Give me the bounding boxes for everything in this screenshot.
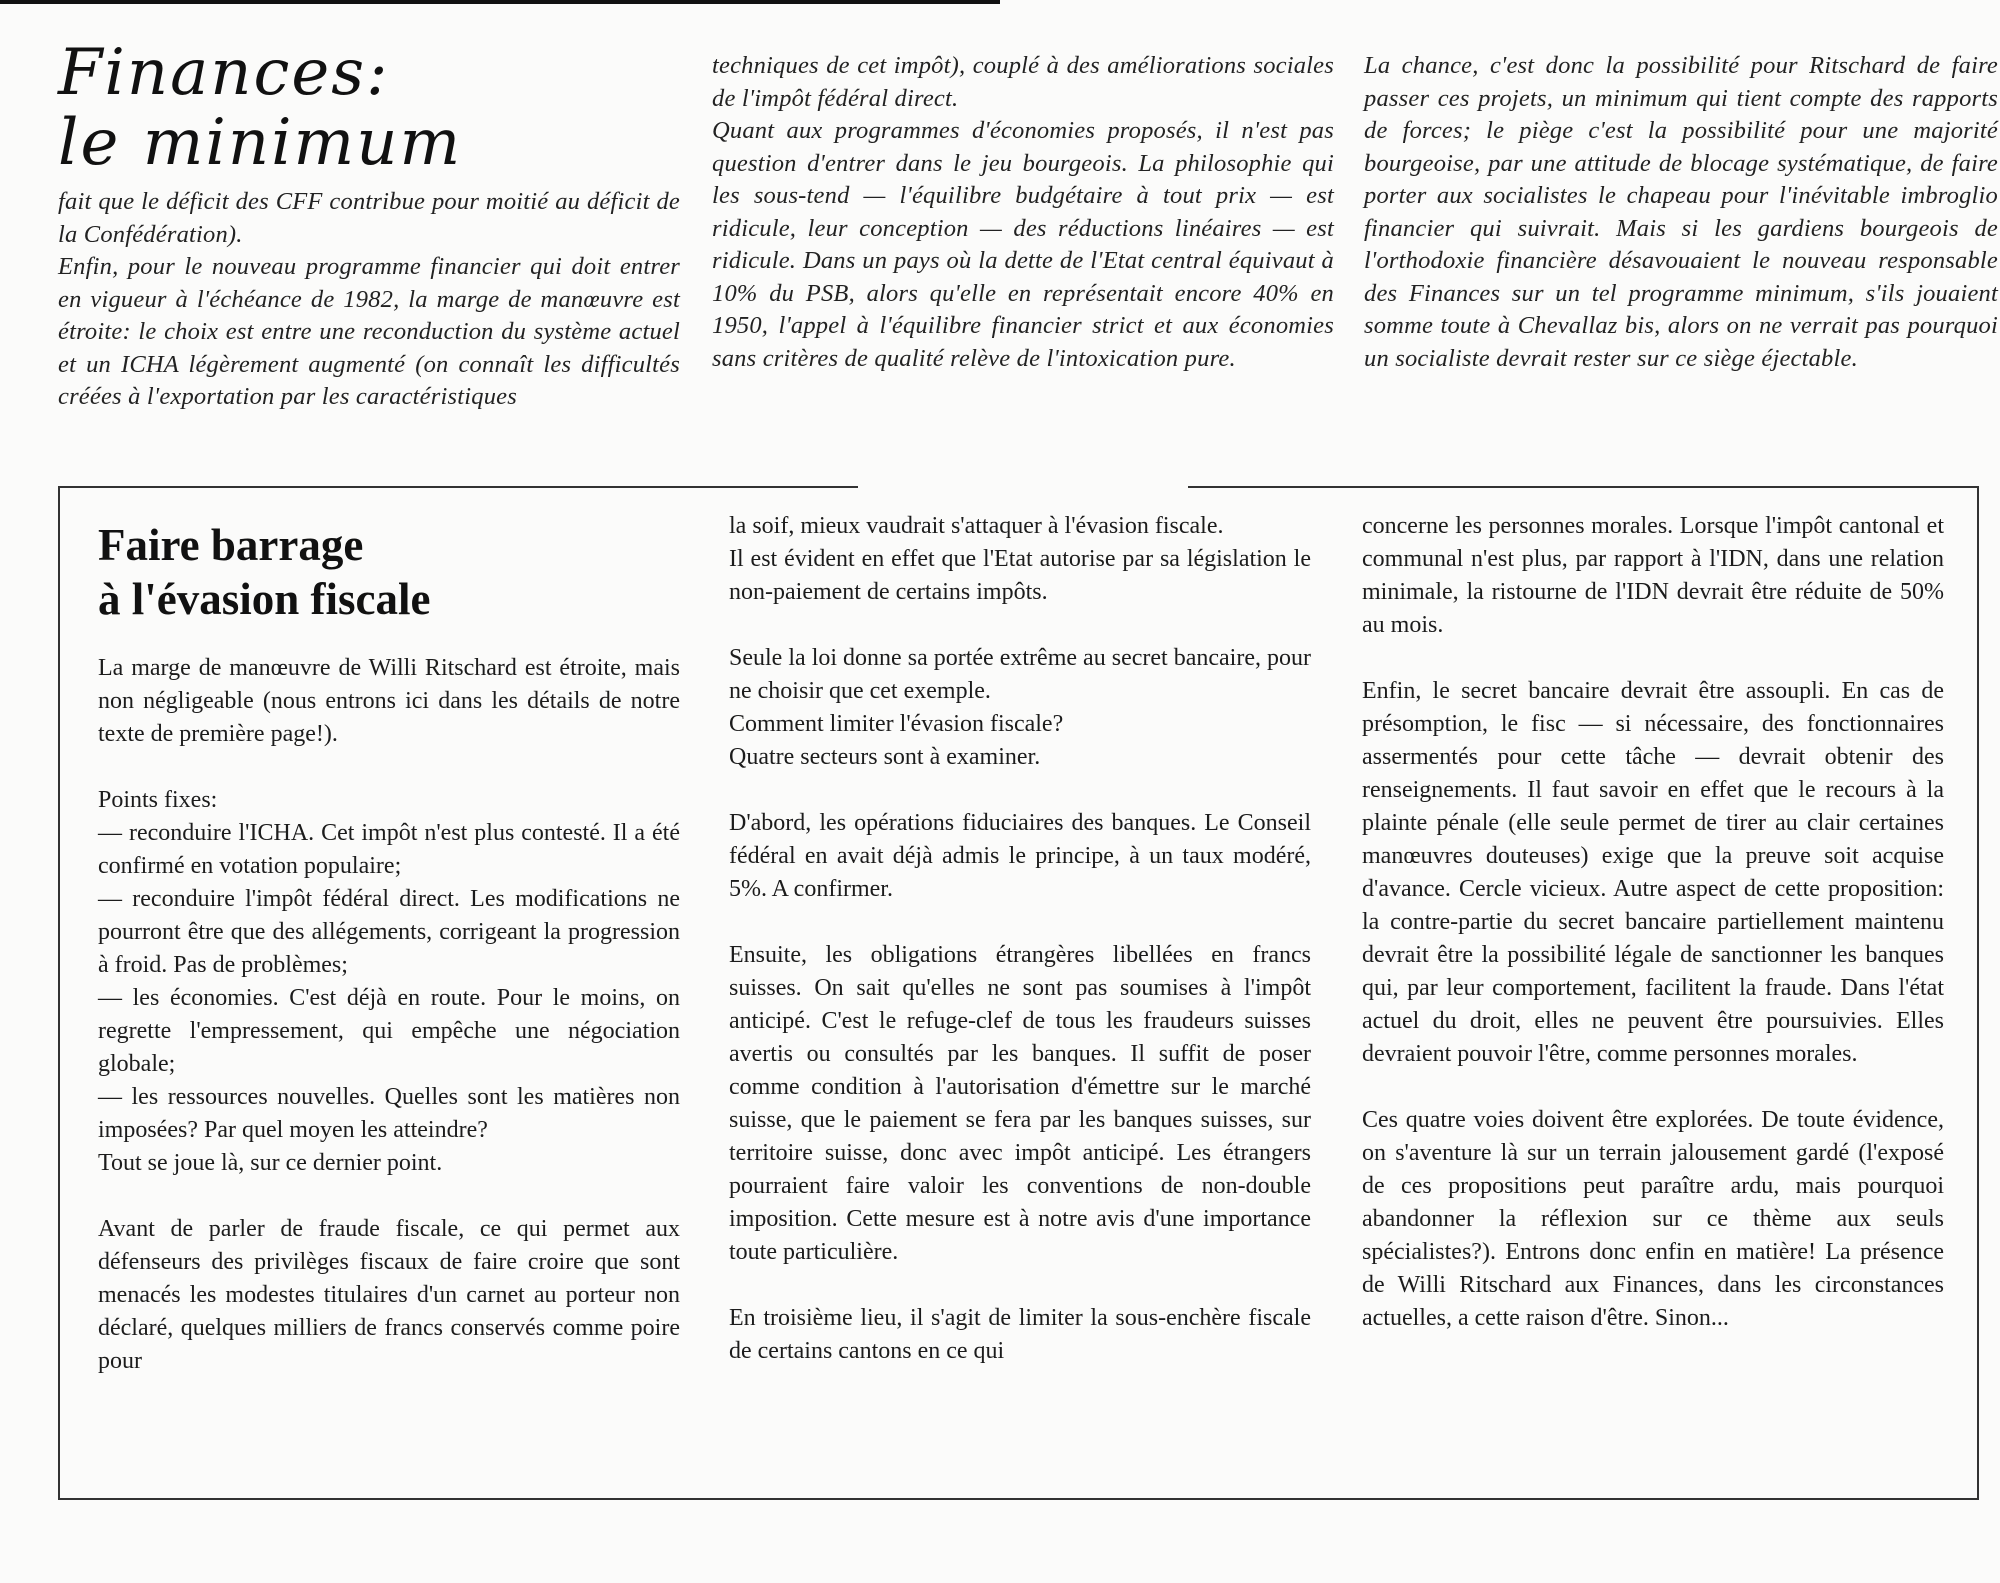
paragraph: Avant de parler de fraude fiscale, ce qui permet aux défenseurs des privilèges fiscaux de faire croire que sont menacés les modestes titulaires d'un carnet au porteur non déclaré, quelques milliers de francs conservés comme poire pour: [98, 1216, 680, 1374]
paragraph: Quant aux programmes d'économies proposés, il n'est pas question d'entrer dans le jeu bourgeois. La philosophie qui les sous-tend — l'équilibre budgétaire à tout prix — est ridicule, leur conception — des réductions linéaires — est ridicule. Dans un pays où la dette de l'Etat central équivaut à 10% du PSB, alors qu'elle en représentait encore 40% en 1950, l'appel à l'équilibre financier strict et aux économies sans critères de qualité relève de l'intoxication pure.: [712, 117, 1334, 372]
article-headline: [58, 38, 680, 178]
paragraph: concerne les personnes morales. Lorsque l'impôt cantonal et communal n'est plus, par rapport à l'IDN, dans une relation minimale, la ristourne de l'IDN devrait être réduite de 50% au mois.: [1362, 513, 1944, 638]
top-article: [58, 36, 1998, 458]
headline-line-2: le minimum: [58, 106, 463, 180]
paragraph: Comment limiter l'évasion fiscale?: [729, 711, 1064, 737]
headline-line-1: Finances:: [58, 36, 390, 110]
box-border-gap: [858, 480, 1188, 490]
paragraph: Quatre secteurs sont à examiner.: [729, 744, 1041, 770]
paragraph: — les ressources nouvelles. Quelles sont les matières non imposées? Par quel moyen les atteindre?: [98, 1084, 680, 1143]
paragraph: Il est évident en effet que l'Etat autorise par sa législation le non-paiement de certains impôts.: [729, 546, 1311, 605]
paragraph: la soif, mieux vaudrait s'attaquer à l'évasion fiscale.: [729, 513, 1224, 539]
paragraph: Ces quatre voies doivent être explorées. De toute évidence, on s'aventure là sur un terrain jalousement gardé (l'exposé de ces propositions peut paraître ardu, mais pourquoi abandonner la réflexion sur ce thème aux seuls spécialistes?). Entrons donc enfin en matière! La présence de Willi Ritschard aux Finances, dans les circonstances actuelles, a cette raison d'être. Sinon...: [1362, 1107, 1944, 1331]
boxed-article-column-2: [729, 510, 1311, 1368]
paragraph: Ensuite, les obligations étrangères libellées en francs suisses. On sait qu'elles ne sont pas soumises à l'impôt anticipé. C'est le refuge-clef de tous les fraudeurs suisses avertis ou consultés par les banques. Il suffit de poser comme condition à l'autorisation d'émettre sur le marché suisse, que le paiement se fera par les banques suisses, sur territoire suisse, donc avec impôt anticipé. Les étrangers pourraient faire valoir les conventions de non-double imposition. Cette mesure est à notre avis d'une importance toute particulière.: [729, 942, 1311, 1265]
top-rule: [0, 0, 1000, 4]
column-paragraphs: [1362, 510, 1944, 1335]
top-article-column-3: [1364, 50, 1998, 375]
paragraph: techniques de cet impôt), couplé à des améliorations sociales de l'impôt fédéral direct.: [712, 52, 1334, 112]
boxed-article-column-3: [1362, 510, 1944, 1335]
top-article-column-1: [58, 38, 680, 414]
paragraph: — reconduire l'ICHA. Cet impôt n'est plus contesté. Il a été confirmé en votation populaire;: [98, 820, 680, 879]
column-paragraphs: [98, 652, 680, 1378]
title-line-1: Faire barrage: [98, 520, 364, 570]
boxed-article-column-1: [98, 518, 680, 1378]
paragraph: — les économies. C'est déjà en route. Pour le moins, on regrette l'empressement, qui empêche une négociation globale;: [98, 985, 680, 1077]
boxed-article-title: [98, 518, 680, 626]
paragraph: D'abord, les opérations fiduciaires des banques. Le Conseil fédéral en avait déjà admis le principe, à un taux modéré, 5%. A confirmer.: [729, 810, 1311, 902]
title-line-2: à l'évasion fiscale: [98, 574, 431, 624]
paragraph: Enfin, pour le nouveau programme financier qui doit entrer en vigueur à l'échéance de 1982, la marge de manœuvre est étroite: le choix est entre une reconduction du système actuel et un ICHA légèrement augmenté (on connaît les difficultés créées à l'exportation par les caractéristiques: [58, 253, 680, 410]
paragraph: — reconduire l'impôt fédéral direct. Les modifications ne pourront être que des allégements, corrigeant la progression à froid. Pas de problèmes;: [98, 886, 680, 978]
paragraph: Seule la loi donne sa portée extrême au secret bancaire, pour ne choisir que cet exemple.: [729, 645, 1311, 704]
boxed-article: [58, 486, 1979, 1500]
paragraph: Tout se joue là, sur ce dernier point.: [98, 1150, 443, 1176]
column-paragraphs: [729, 510, 1311, 1368]
paragraph: La chance, c'est donc la possibilité pour Ritschard de faire passer ces projets, un minimum qui tient compte des rapports de forces; le piège c'est la possibilité pour une majorité bourgeoise, par une attitude de blocage systématique, de faire porter aux socialistes le chapeau pour l'inévitable imbroglio financier qui suivrait. Mais si les gardiens bourgeois de l'orthodoxie financière désavouaient le nouveau responsable des Finances sur un tel programme minimum, s'ils jouaient somme toute à Chevallaz bis, alors on ne verrait pas pourquoi un socialiste devrait rester sur ce siège éjectable.: [1364, 52, 1998, 372]
paragraph: La marge de manœuvre de Willi Ritschard est étroite, mais non négligeable (nous entrons ici dans les détails de notre texte de première page!).: [98, 655, 680, 747]
paragraph: En troisième lieu, il s'agit de limiter la sous-enchère fiscale de certains cantons en ce qui: [729, 1305, 1311, 1364]
paragraph: fait que le déficit des CFF contribue pour moitié au déficit de la Confédération).: [58, 188, 680, 248]
paragraph: Points fixes:: [98, 787, 218, 813]
top-article-column-2: [712, 50, 1334, 375]
paragraph: Enfin, le secret bancaire devrait être assoupli. En cas de présomption, le fisc — si nécessaire, des fonctionnaires assermentés pour cette tâche — devrait obtenir des renseignements. Il faut savoir en effet que le recours à la plainte pénale (elle seule permet de tirer au clair certaines manœuvres douteuses) exige que la preuve soit acquise d'avance. Cercle vicieux. Autre aspect de cette proposition: la contre-partie du secret bancaire partiellement maintenu devrait être la possibilité légale de sanctionner les banques qui, par leur comportement, facilitent la fraude. Dans l'état actuel du droit, elles ne peuvent être poursuivies. Elles devraient pouvoir l'être, comme personnes morales.: [1362, 678, 1944, 1067]
